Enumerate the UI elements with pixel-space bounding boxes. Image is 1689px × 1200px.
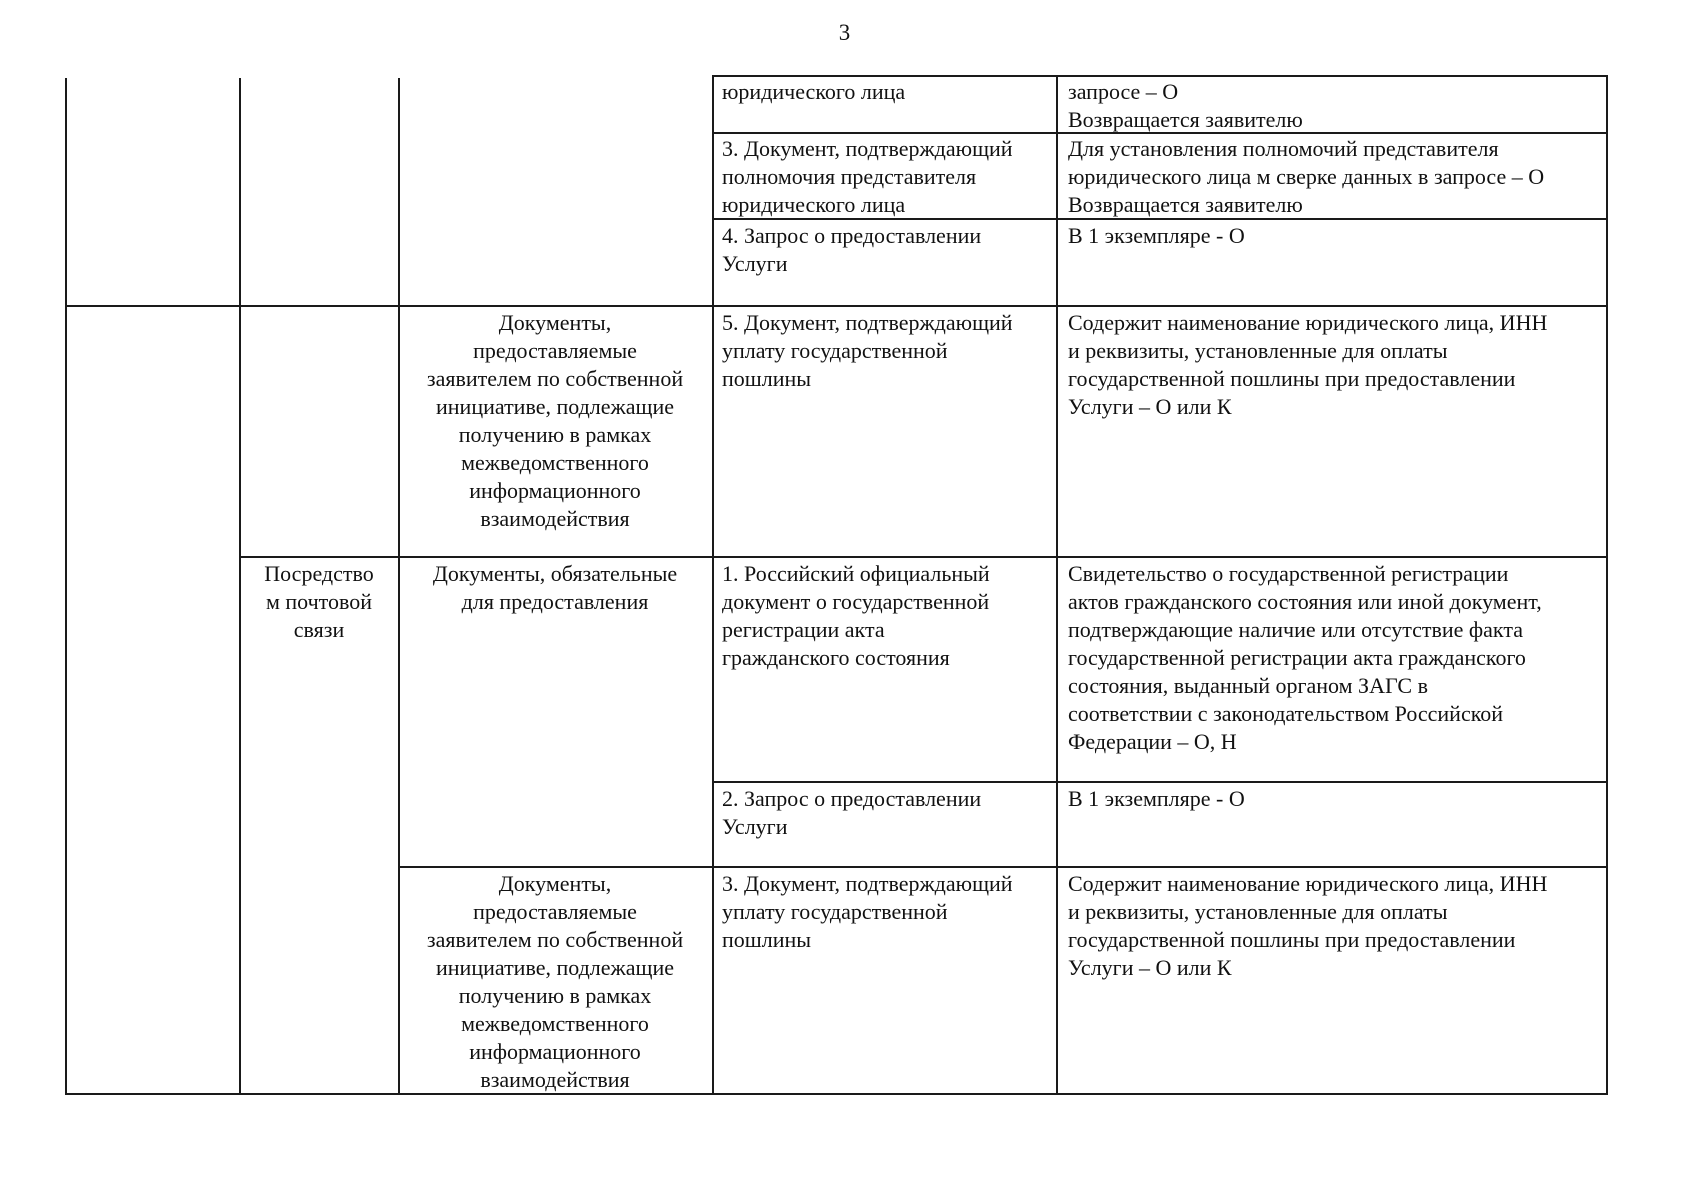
row-divider xyxy=(65,305,1608,307)
cell-document: 3. Документ, подтверждающий уплату государственной пошлины xyxy=(722,871,1013,952)
cell-document: 5. Документ, подтверждающий уплату государственной пошлины xyxy=(722,310,1013,391)
cell-category: Документы, обязательные для предоставления xyxy=(432,561,678,614)
cell-requirements: Для установления полномочий представителя юридического лица м сверке данных в запросе – О Возвращается заявителю xyxy=(1068,136,1545,217)
cell-document: 3. Документ, подтверждающий полномочия представителя юридического лица xyxy=(722,136,1013,217)
table-column-divider-4 xyxy=(1056,75,1058,1095)
table-column-divider-1 xyxy=(239,78,241,1095)
cell-document: 4. Запрос о предоставлении Услуги xyxy=(722,223,982,276)
cell-method: Посредство м почтовой связи xyxy=(264,561,374,642)
cell-document: 2. Запрос о предоставлении Услуги xyxy=(722,786,982,839)
row-divider xyxy=(398,866,1608,868)
cell-document: юридического лица xyxy=(722,79,906,104)
cell-category: Документы, предоставляемые заявителем по собственной инициативе, подлежащие получению в рамках межведомственного информационного взаимодействия xyxy=(426,310,684,531)
cell-category: Документы, предоставляемые заявителем по собственной инициативе, подлежащие получению в рамках межведомственного информационного взаимодействия xyxy=(426,871,684,1092)
row-divider xyxy=(712,781,1608,783)
page-number: 3 xyxy=(838,20,851,45)
table-column-divider-2 xyxy=(398,78,400,1095)
table-border-bottom xyxy=(65,1093,1608,1095)
row-divider xyxy=(239,556,1608,558)
cell-requirements: запросе – О Возвращается заявителю xyxy=(1068,79,1303,132)
table-border-right xyxy=(1606,75,1608,1095)
cell-requirements: В 1 экземпляре - О xyxy=(1068,786,1245,811)
cell-requirements: Содержит наименование юридического лица, ИНН и реквизиты, установленные для оплаты государственной пошлины при предоставлении Услуги – О или К xyxy=(1068,871,1548,980)
cell-requirements: Содержит наименование юридического лица, ИНН и реквизиты, установленные для оплаты государственной пошлины при предоставлении Услуги – О или К xyxy=(1068,310,1548,419)
table-column-divider-3 xyxy=(712,75,714,1095)
table-border-top xyxy=(712,75,1608,77)
cell-requirements: Свидетельство о государственной регистрации актов гражданского состояния или иной документ, подтверждающие наличие или отсутствие факта государственной регистрации акта гражданского состояния, выданный органом ЗАГС в соответствии с законодательством Российской Федерации – О, Н xyxy=(1068,561,1542,754)
table-border-left xyxy=(65,78,67,1095)
cell-document: 1. Российский официальный документ о государственной регистрации акта гражданского состояния xyxy=(722,561,990,670)
cell-requirements: В 1 экземпляре - О xyxy=(1068,223,1245,248)
